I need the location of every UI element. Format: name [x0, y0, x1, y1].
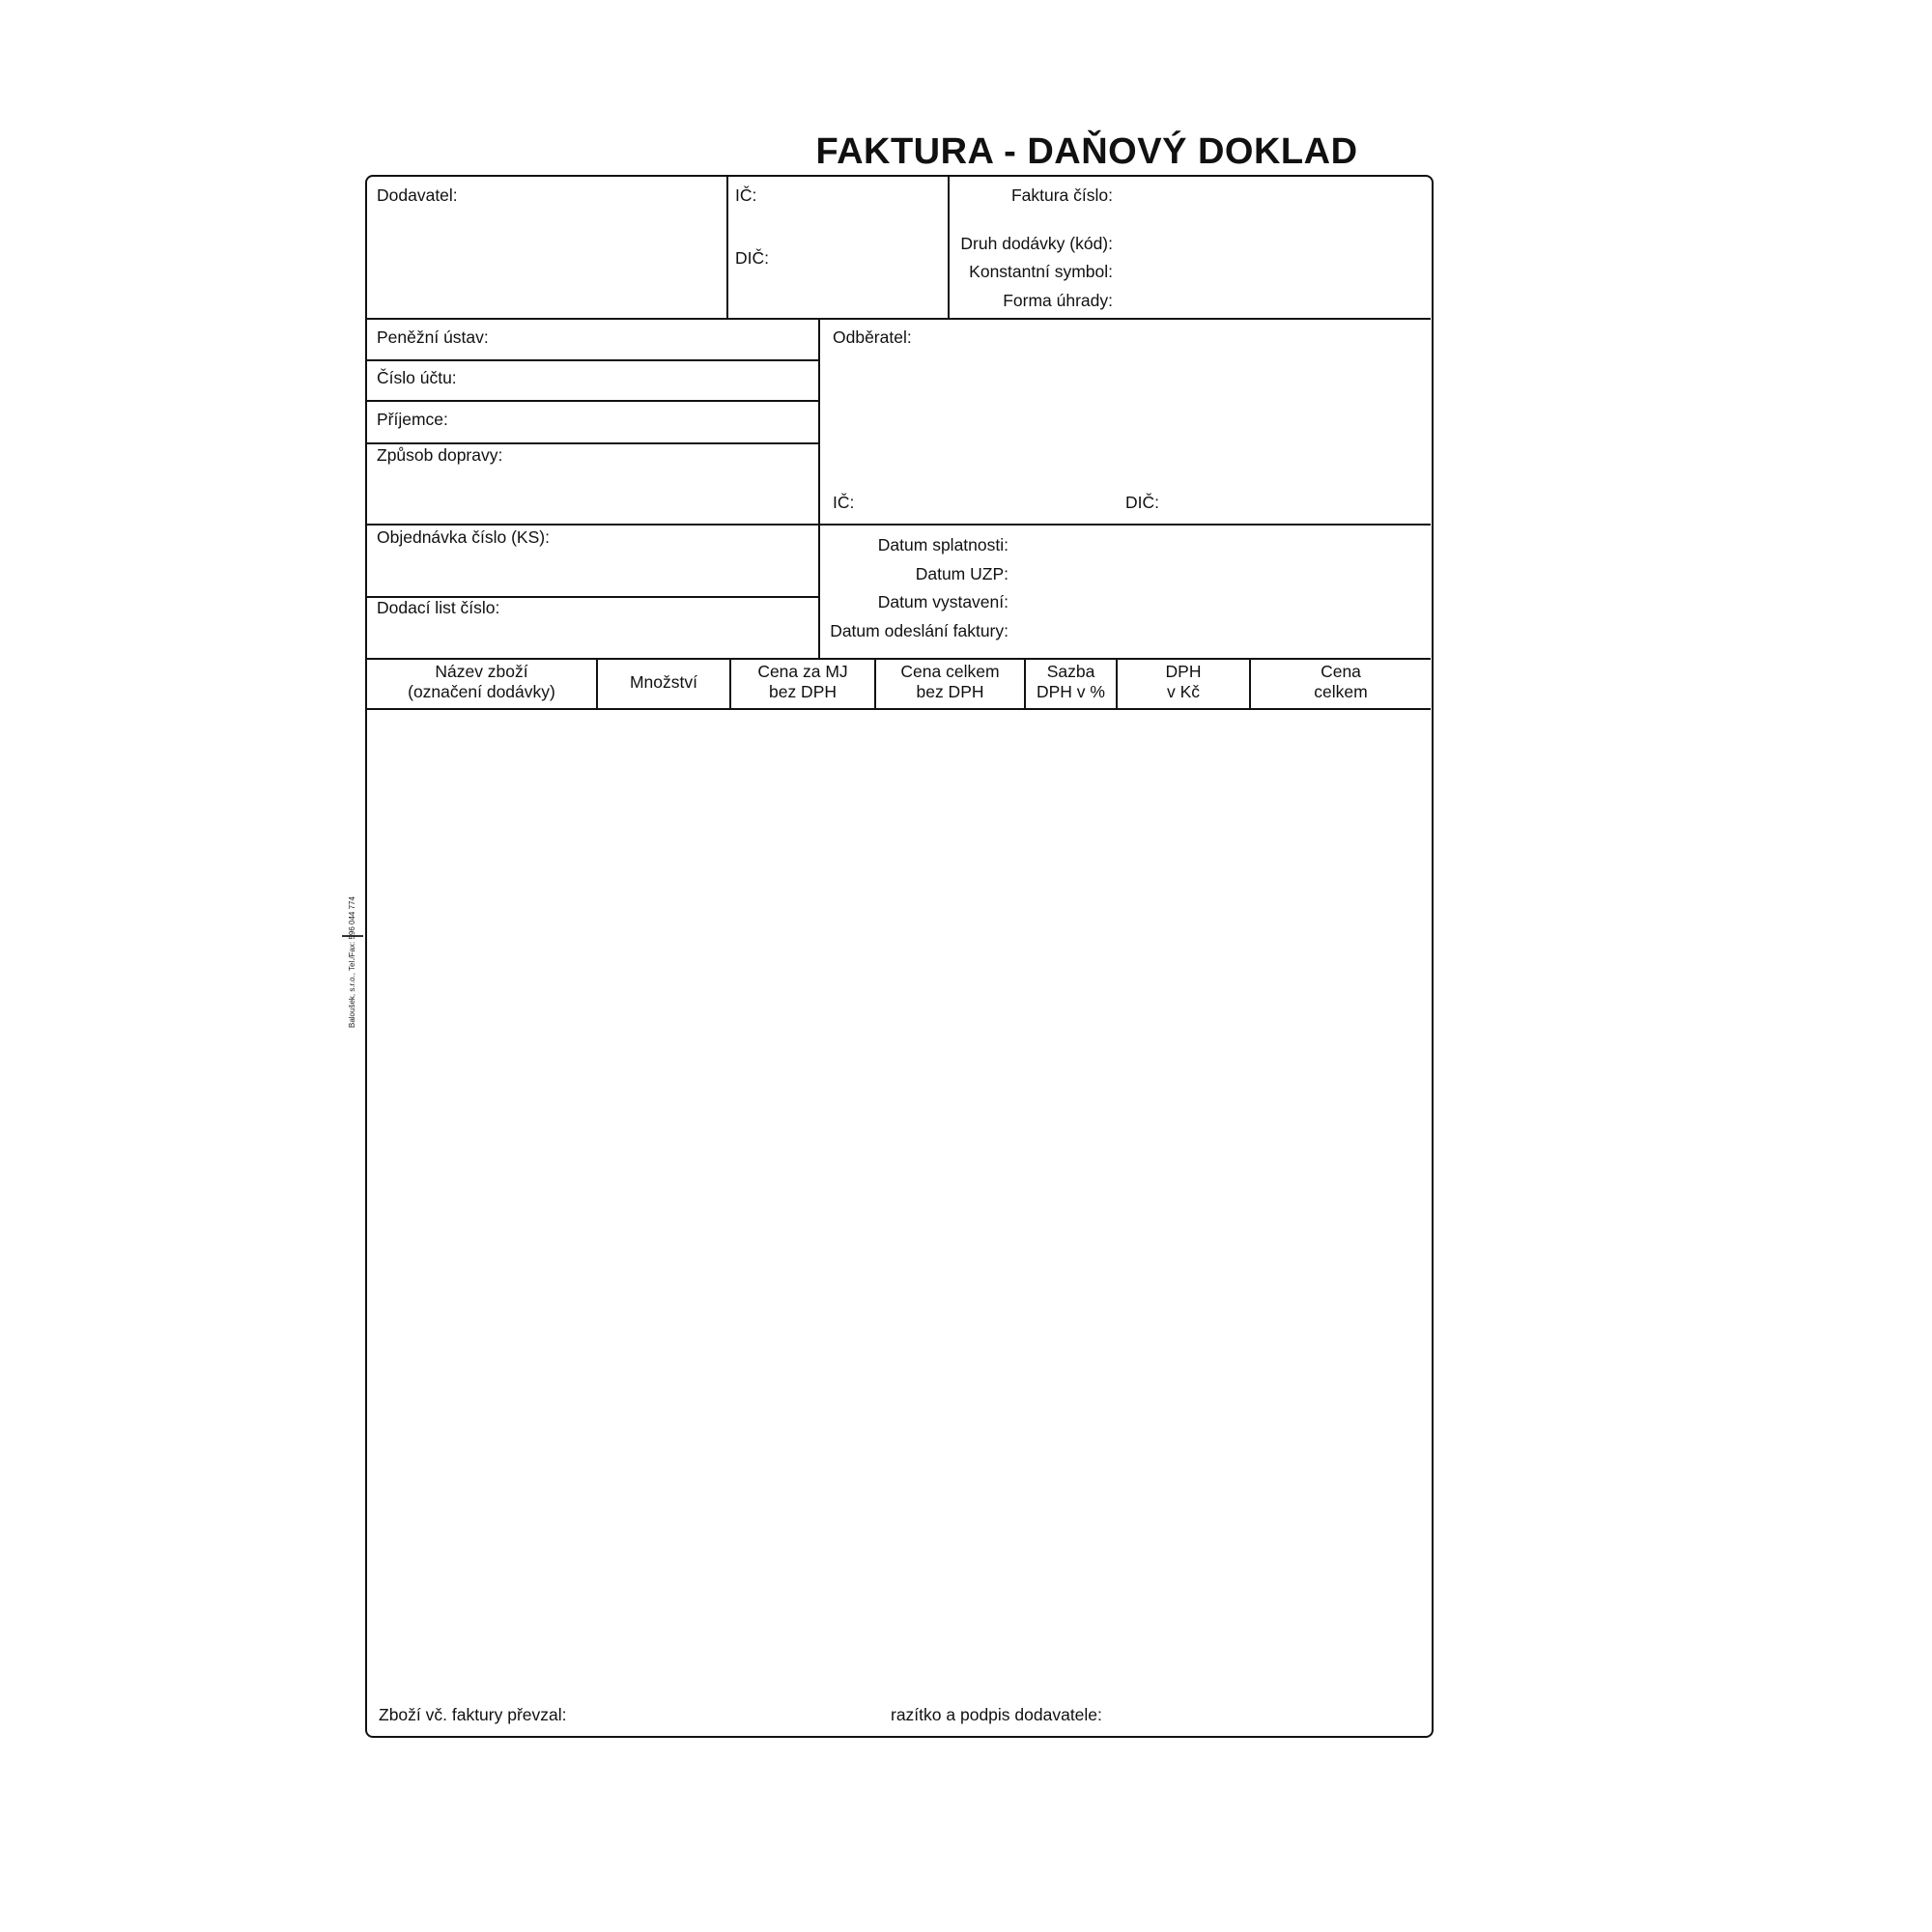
issue-date-label: Datum vystavení:: [877, 592, 1009, 611]
due-date-label: Datum splatnosti:: [877, 535, 1009, 554]
supplier-label: Dodavatel:: [377, 185, 458, 205]
sent-date-label: Datum odeslání faktury:: [830, 621, 1009, 640]
payment-form-label: Forma úhrady:: [1003, 291, 1113, 310]
uzp-date-label: Datum UZP:: [915, 564, 1009, 583]
document-title: FAKTURA - DAŇOVÝ DOKLAD: [815, 131, 1358, 172]
constant-symbol-label: Konstantní symbol:: [969, 262, 1113, 281]
divider: [367, 524, 1431, 526]
account-number-label: Číslo účtu:: [377, 368, 457, 387]
supplier-dic-label: DIČ:: [735, 248, 769, 268]
divider: [367, 400, 820, 402]
transport-method-label: Způsob dopravy:: [377, 445, 503, 465]
divider: [818, 319, 820, 659]
column-header-total-price: Cena celkem: [1314, 662, 1368, 701]
customer-dic-label: DIČ:: [1125, 493, 1159, 512]
column-header-item-name: Název zboží (označení dodávky): [408, 662, 555, 701]
stamp-signature-label: razítko a podpis dodavatele:: [891, 1705, 1102, 1724]
column-header-vat-amount: DPH v Kč: [1165, 662, 1202, 701]
column-header-quantity: Množství: [629, 672, 698, 692]
customer-ic-label: IČ:: [833, 493, 855, 512]
divider: [948, 177, 950, 319]
divider: [367, 359, 820, 361]
bank-institution-label: Peněžní ústav:: [377, 327, 489, 347]
divider: [367, 658, 1431, 660]
invoice-frame: [365, 175, 1434, 1738]
column-header-unit-price: Cena za MJ bez DPH: [757, 662, 848, 701]
column-header-total-without-vat: Cena celkem bez DPH: [900, 662, 1000, 701]
recipient-label: Příjemce:: [377, 410, 448, 429]
supplier-ic-label: IČ:: [735, 185, 757, 205]
divider: [726, 177, 728, 319]
customer-label: Odběratel:: [833, 327, 912, 347]
divider: [367, 442, 820, 444]
column-header-vat-rate: Sazba DPH v %: [1037, 662, 1105, 701]
divider: [367, 708, 1431, 710]
divider: [367, 318, 1431, 320]
delivery-type-label: Druh dodávky (kód):: [960, 234, 1113, 253]
delivery-note-label: Dodací list číslo:: [377, 598, 500, 617]
printer-imprint: Baloušek, s.r.o., Tel./Fax: 596 044 774: [348, 896, 356, 1028]
invoice-number-label: Faktura číslo:: [1010, 185, 1113, 205]
order-number-label: Objednávka číslo (KS):: [377, 527, 550, 547]
received-by-label: Zboží vč. faktury převzal:: [379, 1705, 567, 1724]
